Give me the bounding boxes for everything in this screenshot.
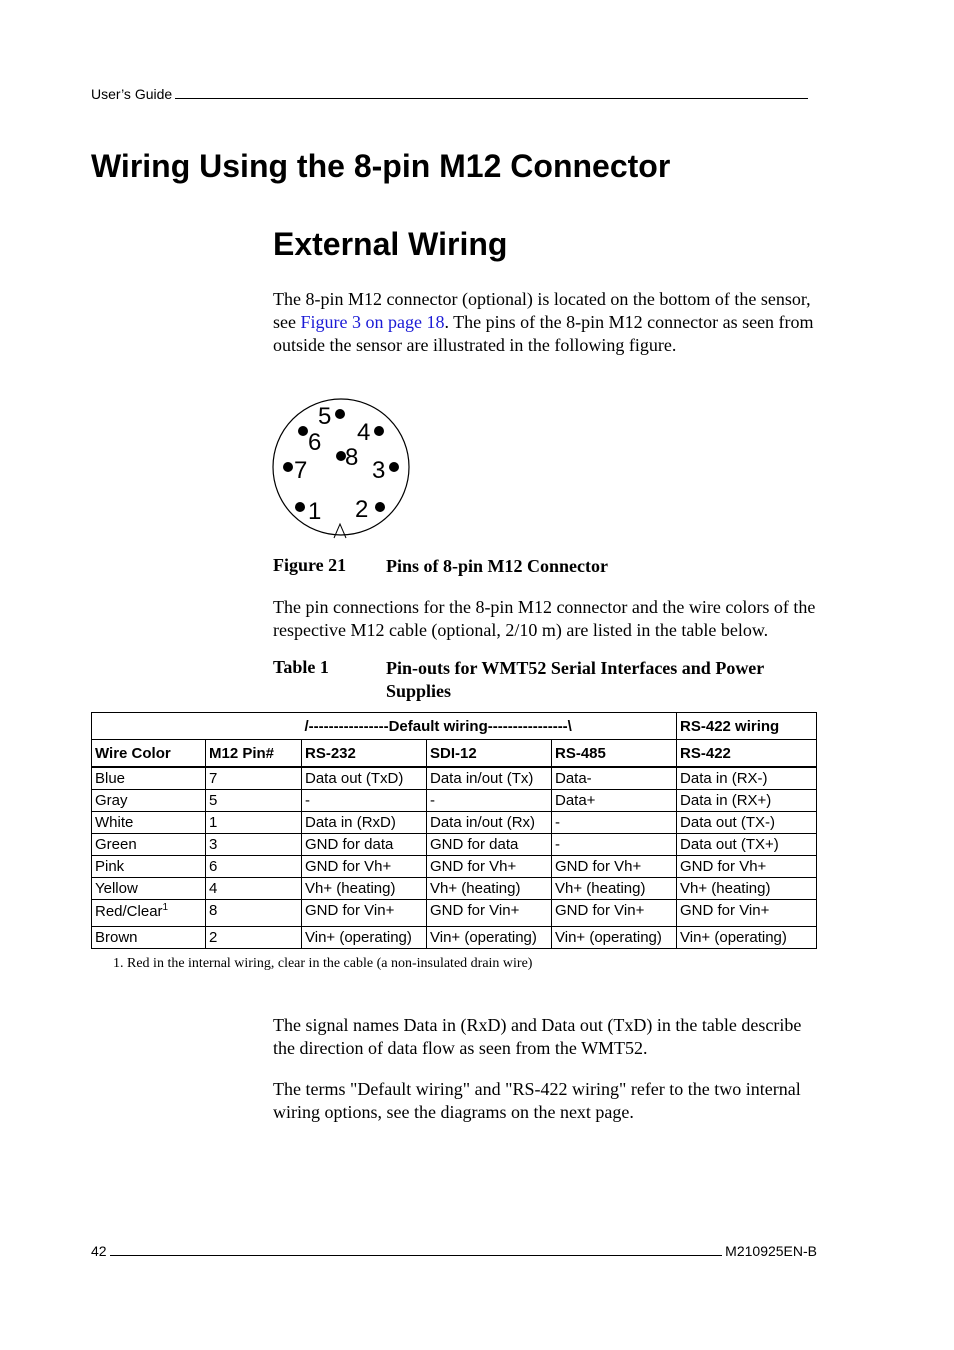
col-m12-pin: M12 Pin# xyxy=(206,740,302,768)
terms-paragraph: The terms "Default wiring" and "RS-422 wiring" refer to the two internal wiring options, see the diagrams on the next page. xyxy=(273,1079,801,1122)
table-row xyxy=(92,900,817,927)
section-title: Wiring Using the 8-pin M12 Connector xyxy=(91,148,671,184)
cell-wire-color: Brown xyxy=(92,927,206,949)
cell-rs232: Data in (RxD) xyxy=(302,812,427,834)
cell-wire-color: Pink xyxy=(92,856,206,878)
figure-label: Figure 21 xyxy=(273,555,347,575)
cell-rs485: - xyxy=(552,812,677,834)
pin-label-7: 7 xyxy=(294,457,308,484)
cell-pin: 8 xyxy=(206,900,302,927)
cell-sdi12: Data in/out (Tx) xyxy=(427,767,552,790)
cell-wire-color xyxy=(92,900,206,927)
cell-rs485: Vh+ (heating) xyxy=(552,878,677,900)
pin-dot-6 xyxy=(298,426,308,436)
cell-pin: 6 xyxy=(206,856,302,878)
cell-sdi12: - xyxy=(427,790,552,812)
cell-rs422: Vin+ (operating) xyxy=(677,927,817,949)
m12-connector-diagram xyxy=(270,396,415,541)
cell-rs232: - xyxy=(302,790,427,812)
cell-wire-color: Green xyxy=(92,834,206,856)
pin-label-4: 4 xyxy=(357,419,371,446)
pin-dot-7 xyxy=(283,462,293,472)
figure-title: Pins of 8-pin M12 Connector xyxy=(386,556,608,576)
cell-pin: 1 xyxy=(206,812,302,834)
cell-wire-color: White xyxy=(92,812,206,834)
table-row xyxy=(92,834,817,856)
cell-wire-color: Yellow xyxy=(92,878,206,900)
col-rs422: RS-422 xyxy=(677,740,817,768)
cell-rs485: GND for Vin+ xyxy=(552,900,677,927)
intro-paragraph xyxy=(273,288,821,357)
pin-label-5: 5 xyxy=(318,403,332,430)
page-number: 42 xyxy=(91,1243,107,1259)
cell-pin: 7 xyxy=(206,767,302,790)
table-footnote: 1. Red in the internal wiring, clear in the cable (a non-insulated drain wire) xyxy=(113,956,533,971)
subsection-title: External Wiring xyxy=(273,226,508,262)
cell-sdi12: GND for Vh+ xyxy=(427,856,552,878)
group-default-wiring: /----------------Default wiring----------------\ xyxy=(302,713,677,740)
col-rs232: RS-232 xyxy=(302,740,427,768)
cell-rs485: Vin+ (operating) xyxy=(552,927,677,949)
table-row xyxy=(92,812,817,834)
table-row xyxy=(92,856,817,878)
figure-3-link[interactable]: Figure 3 on page 18 xyxy=(300,312,445,332)
cell-sdi12: GND for Vin+ xyxy=(427,900,552,927)
pin-dot-5 xyxy=(335,409,345,419)
cell-rs232: GND for Vh+ xyxy=(302,856,427,878)
cell-rs422: Vh+ (heating) xyxy=(677,878,817,900)
cell-pin: 4 xyxy=(206,878,302,900)
cell-rs422: GND for Vh+ xyxy=(677,856,817,878)
pin-label-6: 6 xyxy=(308,429,322,456)
signal-paragraph: The signal names Data in (RxD) and Data out (TxD) in the table describe the direction of data flow as seen from the WMT52. xyxy=(273,1015,802,1058)
table-row xyxy=(92,767,817,790)
cell-rs422: GND for Vin+ xyxy=(677,900,817,927)
cell-rs232: Data out (TxD) xyxy=(302,767,427,790)
cell-sdi12: GND for data xyxy=(427,834,552,856)
pin-dot-3 xyxy=(389,462,399,472)
pin-label-2: 2 xyxy=(355,496,369,523)
col-wire-color: Wire Color xyxy=(92,740,206,768)
header-title: User’s Guide xyxy=(91,86,173,102)
footnote-mark: 1 xyxy=(162,902,169,913)
cell-wire-color: Blue xyxy=(92,767,206,790)
col-rs485: RS-485 xyxy=(552,740,677,768)
group-rs422-wiring: RS-422 wiring xyxy=(677,713,817,740)
pin-dot-4 xyxy=(374,426,384,436)
table-row xyxy=(92,878,817,900)
footer-rule xyxy=(110,1255,723,1256)
cell-pin: 2 xyxy=(206,927,302,949)
col-sdi12: SDI-12 xyxy=(427,740,552,768)
intro-text-after: . The pins of the 8-pin M12 connector as seen from outside the sensor are illustrated in the following figure. xyxy=(273,312,814,355)
key-notch xyxy=(334,524,346,538)
cell-rs232: GND for data xyxy=(302,834,427,856)
cell-rs422: Data in (RX+) xyxy=(677,790,817,812)
cell-sdi12: Data in/out (Rx) xyxy=(427,812,552,834)
intro-text-before: The 8-pin M12 connector (optional) is located on the bottom of the sensor, see xyxy=(273,289,811,332)
cell-rs232: Vin+ (operating) xyxy=(302,927,427,949)
header-rule xyxy=(175,98,808,99)
table-label: Table 1 xyxy=(273,657,329,677)
cell-rs422: Data out (TX+) xyxy=(677,834,817,856)
pinout-table xyxy=(91,712,817,949)
table-title: Pin-outs for WMT52 Serial Interfaces and Power Supplies xyxy=(386,658,764,701)
page-header xyxy=(91,86,811,102)
pin-label-8: 8 xyxy=(345,444,359,471)
table-group-row xyxy=(92,713,817,740)
pin-dot-1 xyxy=(295,502,305,512)
pin-label-1: 1 xyxy=(308,498,322,525)
cell-sdi12: Vin+ (operating) xyxy=(427,927,552,949)
pin-dot-2 xyxy=(375,502,385,512)
table-row xyxy=(92,927,817,949)
cell-rs485: GND for Vh+ xyxy=(552,856,677,878)
pin-paragraph: The pin connections for the 8-pin M12 connector and the wire colors of the respective M12 cable (optional, 2/10 m) are listed in the table below. xyxy=(273,597,816,640)
cell-rs485: - xyxy=(552,834,677,856)
cell-rs232: Vh+ (heating) xyxy=(302,878,427,900)
wire-color-text: Red/Clear xyxy=(95,903,163,920)
page-footer xyxy=(91,1243,817,1259)
cell-sdi12: Vh+ (heating) xyxy=(427,878,552,900)
cell-pin: 5 xyxy=(206,790,302,812)
cell-rs485: Data- xyxy=(552,767,677,790)
cell-rs485: Data+ xyxy=(552,790,677,812)
table-row xyxy=(92,790,817,812)
cell-pin: 3 xyxy=(206,834,302,856)
table-header-row xyxy=(92,740,817,768)
pin-label-3: 3 xyxy=(372,457,386,484)
cell-rs422: Data out (TX-) xyxy=(677,812,817,834)
doc-id: M210925EN-B xyxy=(725,1243,817,1259)
cell-rs232: GND for Vin+ xyxy=(302,900,427,927)
cell-wire-color: Gray xyxy=(92,790,206,812)
cell-rs422: Data in (RX-) xyxy=(677,767,817,790)
